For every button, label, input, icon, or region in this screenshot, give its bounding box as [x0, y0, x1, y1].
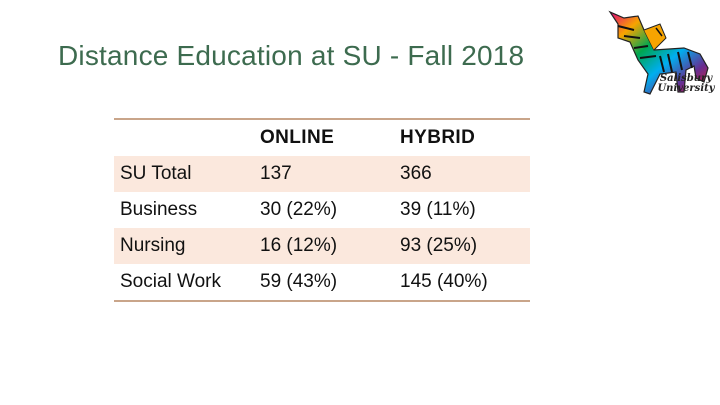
row-label: SU Total	[114, 156, 254, 192]
table-row-su-total	[114, 156, 530, 192]
hybrid-value: 39 (11%)	[400, 199, 476, 220]
online-value: 16 (12%)	[254, 228, 394, 264]
table-header-row	[114, 119, 530, 156]
hybrid-value: 93 (25%)	[394, 228, 530, 264]
online-value: 59 (43%)	[260, 271, 338, 292]
row-label: Business	[120, 199, 198, 220]
table-row-social-work	[114, 264, 530, 301]
online-value: 30 (22%)	[260, 199, 338, 220]
header-blank	[114, 119, 254, 156]
hybrid-value: 366	[394, 156, 530, 192]
row-label: Social Work	[120, 271, 222, 292]
row-label: Nursing	[114, 228, 254, 264]
online-value: 137	[254, 156, 394, 192]
hybrid-value: 145 (40%)	[400, 271, 488, 292]
table-row-business	[114, 192, 530, 228]
salisbury-university-logo	[604, 8, 716, 104]
header-online: ONLINE	[260, 127, 335, 148]
logo-text: Salisbury University	[657, 73, 715, 94]
header-hybrid: HYBRID	[400, 127, 476, 148]
table-row-nursing	[114, 228, 530, 264]
slide-title: Distance Education at SU - Fall 2018	[58, 40, 525, 71]
distance-education-table	[114, 118, 530, 302]
